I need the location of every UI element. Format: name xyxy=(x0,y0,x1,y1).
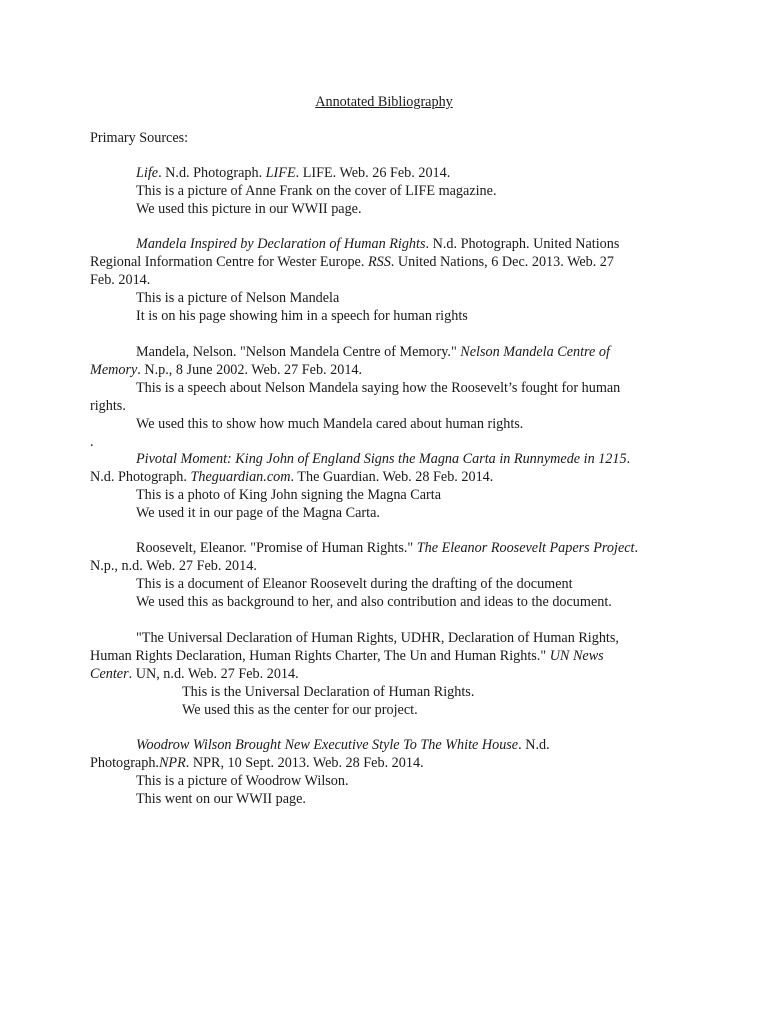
annotation-line: We used this to show how much Mandela cared about human rights. xyxy=(136,416,524,432)
citation-continuation: Human Rights Declaration, Human Rights Charter, The Un and Human Rights." UN News xyxy=(90,648,604,664)
citation-continuation: Regional Information Centre for Wester Europe. RSS. United Nations, 6 Dec. 2013. Web. 27 xyxy=(90,254,614,270)
annotation-line: This is a picture of Anne Frank on the cover of LIFE magazine. xyxy=(136,183,497,199)
annotation-line: It is on his page showing him in a speech for human rights xyxy=(136,308,468,324)
annotation-line: This went on our WWII page. xyxy=(136,791,306,807)
citation-continuation: Center. UN, n.d. Web. 27 Feb. 2014. xyxy=(90,666,299,682)
annotation-line: We used this as the center for our project. xyxy=(182,702,418,718)
stray-period: . xyxy=(90,434,94,450)
annotation-line: This is a speech about Nelson Mandela saying how the Roosevelt’s fought for human xyxy=(136,380,621,396)
citation-woodrow-wilson: Woodrow Wilson Brought New Executive Style To The White House. N.d. xyxy=(136,737,550,753)
citation-mandela-centre: Mandela, Nelson. "Nelson Mandela Centre of Memory." Nelson Mandela Centre of xyxy=(136,344,610,360)
citation-continuation: N.d. Photograph. Theguardian.com. The Guardian. Web. 28 Feb. 2014. xyxy=(90,469,494,485)
citation-mandela-photo: Mandela Inspired by Declaration of Human Rights. N.d. Photograph. United Nations xyxy=(136,236,620,252)
citation-life: Life. N.d. Photograph. LIFE. LIFE. Web. 26 Feb. 2014. xyxy=(136,165,451,181)
citation-magna-carta: Pivotal Moment: King John of England Signs the Magna Carta in Runnymede in 1215. xyxy=(136,451,631,467)
annotation-line: This is the Universal Declaration of Human Rights. xyxy=(182,684,475,700)
annotation-line: rights. xyxy=(90,398,126,414)
annotation-line: This is a photo of King John signing the Magna Carta xyxy=(136,487,441,503)
citation-udhr: "The Universal Declaration of Human Rights, UDHR, Declaration of Human Rights, xyxy=(136,630,619,646)
citation-eleanor-roosevelt: Roosevelt, Eleanor. "Promise of Human Rights." The Eleanor Roosevelt Papers Project. xyxy=(136,540,639,556)
annotation-line: This is a picture of Woodrow Wilson. xyxy=(136,773,349,789)
citation-continuation: Feb. 2014. xyxy=(90,272,151,288)
citation-continuation: Photograph.NPR. NPR, 10 Sept. 2013. Web. 28 Feb. 2014. xyxy=(90,755,424,771)
citation-continuation: N.p., n.d. Web. 27 Feb. 2014. xyxy=(90,558,257,574)
annotation-line: This is a document of Eleanor Roosevelt during the drafting of the document xyxy=(136,576,573,592)
annotation-line: This is a picture of Nelson Mandela xyxy=(136,290,340,306)
annotation-line: We used this picture in our WWII page. xyxy=(136,201,362,217)
annotation-line: We used this as background to her, and also contribution and ideas to the document. xyxy=(136,594,612,610)
annotation-line: We used it in our page of the Magna Carta. xyxy=(136,505,380,521)
section-heading: Primary Sources: xyxy=(90,130,189,146)
page-title: Annotated Bibliography xyxy=(315,94,453,110)
citation-continuation: Memory. N.p., 8 June 2002. Web. 27 Feb. 2014. xyxy=(90,362,363,378)
